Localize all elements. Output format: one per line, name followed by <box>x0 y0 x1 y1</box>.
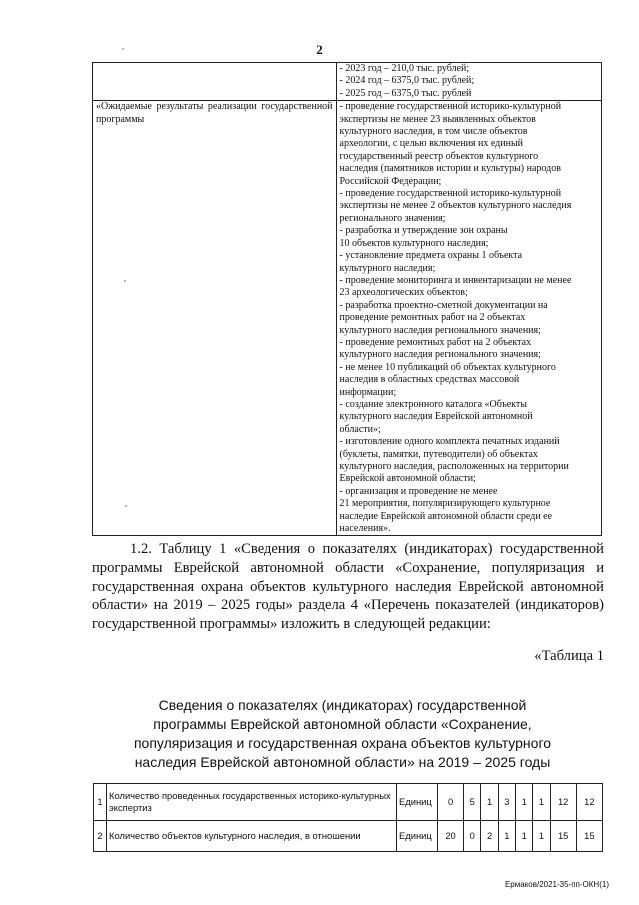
result-line: культурного наследия; <box>339 262 436 274</box>
result-line: культурного наследия регионального значения; <box>339 324 541 336</box>
result-line: - проведение государственной историко-культурной <box>339 101 562 113</box>
value-cell: 1 <box>516 784 533 821</box>
value-cell: 1 <box>533 784 550 821</box>
result-line: - изготовление одного комплекта печатных изданий <box>339 436 560 448</box>
empty-label-cell <box>93 63 337 101</box>
result-line: 23 археологических объектов; <box>339 287 468 299</box>
value-cell: 20 <box>438 821 464 852</box>
value-cell: 12 <box>576 784 602 821</box>
funding-row <box>93 63 602 101</box>
result-line: информации; <box>339 386 397 398</box>
indicator-name: Количество проведенных государственных историко-культурных экспертиз <box>107 784 397 821</box>
row-number: 1 <box>94 784 107 821</box>
indicator-name: Количество объектов культурного наследия, в отношении <box>107 821 397 852</box>
result-line: государственный реестр объектов культурного <box>339 150 539 162</box>
result-line: Российской Федерации; <box>339 175 442 187</box>
funding-line: - 2023 год – 210,0 тыс. рублей; <box>339 63 470 74</box>
funding-line: - 2025 год – 6375,0 тыс. рублей <box>339 87 472 99</box>
result-line: наследие Еврейской автономной области среди ее <box>339 510 553 522</box>
value-cell: 1 <box>533 821 550 852</box>
result-line: регионального значения; <box>339 212 446 224</box>
value-cell: 5 <box>464 784 481 821</box>
unit-cell: Единиц <box>397 821 438 852</box>
indicator-row <box>94 821 603 852</box>
row-number: 2 <box>94 821 107 852</box>
result-line: - проведение мониторинга и инвентаризации не менее <box>339 274 572 286</box>
result-line: - разработка и утверждение зон охраны <box>339 225 508 237</box>
result-line: - проведение государственной историко-культурной <box>339 188 562 200</box>
result-line: (буклеты, памятки, путеводители) об объектах <box>339 448 538 460</box>
result-line: культурного наследия, в том числе объектов <box>339 126 528 138</box>
value-cell: 1 <box>498 821 515 852</box>
result-line: - проведение ремонтных работ на 2 объектах <box>339 336 532 348</box>
funding-line: - 2024 год – 6375,0 тыс. рублей; <box>339 75 475 87</box>
result-line: наследия (памятников истории и культуры) народов <box>339 163 561 175</box>
result-line: наследия в областных средствах массовой <box>339 374 520 386</box>
indicators-table <box>93 783 603 852</box>
result-line: культурного наследия, расположенных на территории <box>339 461 569 472</box>
document-code: Ермаков/2021-35-пп-ОКН(1) <box>504 880 609 889</box>
value-cell: 15 <box>576 821 602 852</box>
indicator-row <box>94 784 603 821</box>
results-label <box>93 101 337 536</box>
result-line: экспертизы не менее 2 объектов культурного наследия <box>339 200 572 212</box>
amendment-paragraph: 1.2. Таблицу 1 «Сведения о показателях (индикаторах) государственной программы Еврейской автономной области «Сохранение, популяризация и государственная охрана объектов культурного наследия Еврейской автономной области» на 2019 – 2025 годы» раздела 4 «Перечень показателей (индикаторов) государственной программы» изложить в следующей редакции: <box>92 541 604 633</box>
result-line: 21 мероприятия, популяризирующего культурное <box>339 498 551 510</box>
value-cell: 2 <box>481 821 498 852</box>
program-passport-table <box>92 62 602 536</box>
result-line: археологии, с целью включения их единый <box>339 138 524 150</box>
table-reference: «Таблица 1 <box>534 648 604 664</box>
value-cell: 0 <box>464 821 481 852</box>
result-line: - организация и проведение не менее <box>339 485 498 497</box>
value-cell: 1 <box>481 784 498 821</box>
scan-speck <box>124 280 126 282</box>
funding-cell <box>336 63 601 101</box>
value-cell: 1 <box>516 821 533 852</box>
value-cell: 3 <box>498 784 515 821</box>
result-line: - не менее 10 публикаций об объектах культурного <box>339 361 556 373</box>
result-line: культурного наследия регионального значения; <box>339 349 541 361</box>
result-line: - создание электронного каталога «Объекты <box>339 398 527 410</box>
value-cell: 12 <box>550 784 576 821</box>
result-line: - разработка проектно-сметной документации на <box>339 299 548 311</box>
result-line: области»; <box>339 423 381 435</box>
result-line: - установление предмета охраны 1 объекта <box>339 250 523 262</box>
scan-speck <box>125 505 127 507</box>
result-line: Еврейской автономной области; <box>339 473 476 485</box>
heading-line: Сведения о показателях (индикаторах) государственной <box>158 697 527 713</box>
value-cell: 15 <box>550 821 576 852</box>
page-number: 2 <box>316 42 323 57</box>
result-line: экспертизы не менее 23 выявленных объектов <box>339 113 536 125</box>
result-line: 10 объектов культурного наследия; <box>339 237 489 249</box>
result-line: населения». <box>339 523 391 535</box>
scan-speck <box>122 48 124 50</box>
table-heading <box>90 696 595 772</box>
unit-cell: Единиц <box>397 784 438 821</box>
value-cell: 0 <box>438 784 464 821</box>
results-row <box>93 101 602 536</box>
heading-line: наследия Еврейской автономной области» на 2019 – 2025 годы <box>134 754 551 770</box>
results-label-text: «Ожидаемые результаты реализации государственной программы <box>96 101 333 125</box>
heading-line: популяризация и государственная охрана объектов культурного <box>133 735 552 751</box>
result-line: культурного наследия Еврейской автономной <box>339 411 533 423</box>
results-cell <box>336 101 601 536</box>
result-line: проведение ремонтных работ на 2 объектах <box>339 312 526 324</box>
heading-line: программы Еврейской автономной области «Сохранение, <box>153 716 532 732</box>
